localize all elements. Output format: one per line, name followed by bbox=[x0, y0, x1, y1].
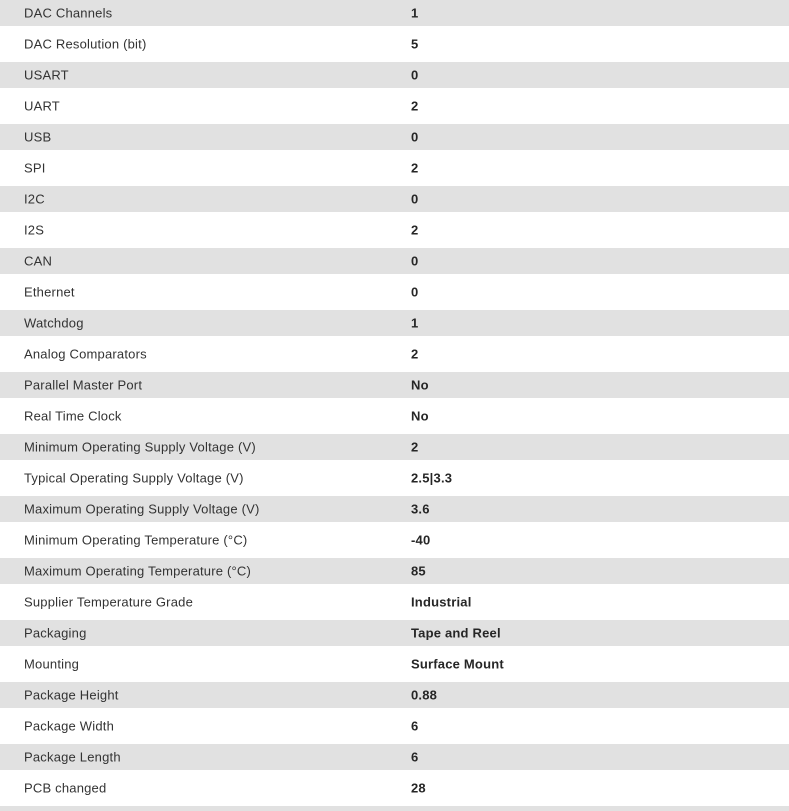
spec-value: 2 bbox=[411, 98, 419, 114]
table-row bbox=[0, 465, 789, 491]
spec-label: SPI bbox=[24, 160, 46, 176]
table-row bbox=[0, 0, 789, 26]
spec-value: Tape and Reel bbox=[411, 625, 501, 641]
spec-label: Package Width bbox=[24, 718, 115, 734]
spec-value: 2 bbox=[411, 160, 419, 176]
table-row bbox=[0, 403, 789, 429]
spec-label: I2C bbox=[24, 191, 45, 207]
spec-value: 2 bbox=[411, 439, 419, 455]
spec-value: 0 bbox=[411, 129, 419, 145]
spec-value: 6 bbox=[411, 718, 419, 734]
spec-value: 3.6 bbox=[411, 501, 430, 517]
spec-label: UART bbox=[24, 98, 60, 114]
spec-label: Watchdog bbox=[24, 315, 84, 331]
spec-label: I2S bbox=[24, 222, 45, 238]
spec-label: Analog Comparators bbox=[24, 346, 147, 362]
table-row bbox=[0, 279, 789, 305]
table-row bbox=[0, 527, 789, 553]
spec-value: 28 bbox=[411, 780, 426, 796]
table-row bbox=[0, 93, 789, 119]
spec-label: Package Height bbox=[24, 687, 119, 703]
table-row bbox=[0, 310, 789, 336]
spec-value: 0 bbox=[411, 253, 419, 269]
spec-value: 0.88 bbox=[411, 687, 438, 703]
spec-label: USB bbox=[24, 129, 52, 145]
spec-value: No bbox=[411, 408, 429, 424]
spec-value: 0 bbox=[411, 284, 419, 300]
table-row bbox=[0, 775, 789, 801]
spec-label: DAC Channels bbox=[24, 5, 113, 21]
spec-label: Minimum Operating Temperature (°C) bbox=[24, 532, 248, 548]
table-row bbox=[0, 248, 789, 274]
table-row bbox=[0, 651, 789, 677]
spec-label: Real Time Clock bbox=[24, 408, 122, 424]
table-row-partial bbox=[0, 806, 789, 811]
spec-label: Minimum Operating Supply Voltage (V) bbox=[24, 439, 256, 455]
spec-label: Ethernet bbox=[24, 284, 75, 300]
spec-label: Supplier Temperature Grade bbox=[24, 594, 193, 610]
spec-label: Maximum Operating Temperature (°C) bbox=[24, 563, 252, 579]
table-row bbox=[0, 217, 789, 243]
spec-value: 5 bbox=[411, 36, 419, 52]
spec-value: 1 bbox=[411, 5, 419, 21]
spec-label: Packaging bbox=[24, 625, 87, 641]
table-row bbox=[0, 744, 789, 770]
spec-value: Surface Mount bbox=[411, 656, 504, 672]
table-row bbox=[0, 589, 789, 615]
table-row bbox=[0, 186, 789, 212]
spec-value: 6 bbox=[411, 749, 419, 765]
table-row bbox=[0, 682, 789, 708]
table-row bbox=[0, 341, 789, 367]
spec-value: 0 bbox=[411, 191, 419, 207]
spec-label: Mounting bbox=[24, 656, 80, 672]
spec-label: PCB changed bbox=[24, 780, 107, 796]
table-row bbox=[0, 496, 789, 522]
spec-value: Industrial bbox=[411, 594, 472, 610]
table-row bbox=[0, 124, 789, 150]
spec-label: DAC Resolution (bit) bbox=[24, 36, 147, 52]
spec-label: Typical Operating Supply Voltage (V) bbox=[24, 470, 244, 486]
spec-label: Parallel Master Port bbox=[24, 377, 143, 393]
table-row bbox=[0, 713, 789, 739]
spec-value: 85 bbox=[411, 563, 426, 579]
spec-label: Maximum Operating Supply Voltage (V) bbox=[24, 501, 260, 517]
table-row bbox=[0, 62, 789, 88]
spec-label: CAN bbox=[24, 253, 53, 269]
table-row bbox=[0, 558, 789, 584]
spec-value: 0 bbox=[411, 67, 419, 83]
table-row bbox=[0, 155, 789, 181]
spec-label: Package Length bbox=[24, 749, 121, 765]
spec-value: No bbox=[411, 377, 429, 393]
table-row bbox=[0, 620, 789, 646]
spec-value: -40 bbox=[411, 532, 431, 548]
spec-value: 1 bbox=[411, 315, 419, 331]
table-row bbox=[0, 434, 789, 460]
table-row bbox=[0, 372, 789, 398]
spec-value: 2 bbox=[411, 222, 419, 238]
spec-value: 2.5|3.3 bbox=[411, 470, 453, 486]
table-row bbox=[0, 31, 789, 57]
spec-label: USART bbox=[24, 67, 69, 83]
spec-value: 2 bbox=[411, 346, 419, 362]
